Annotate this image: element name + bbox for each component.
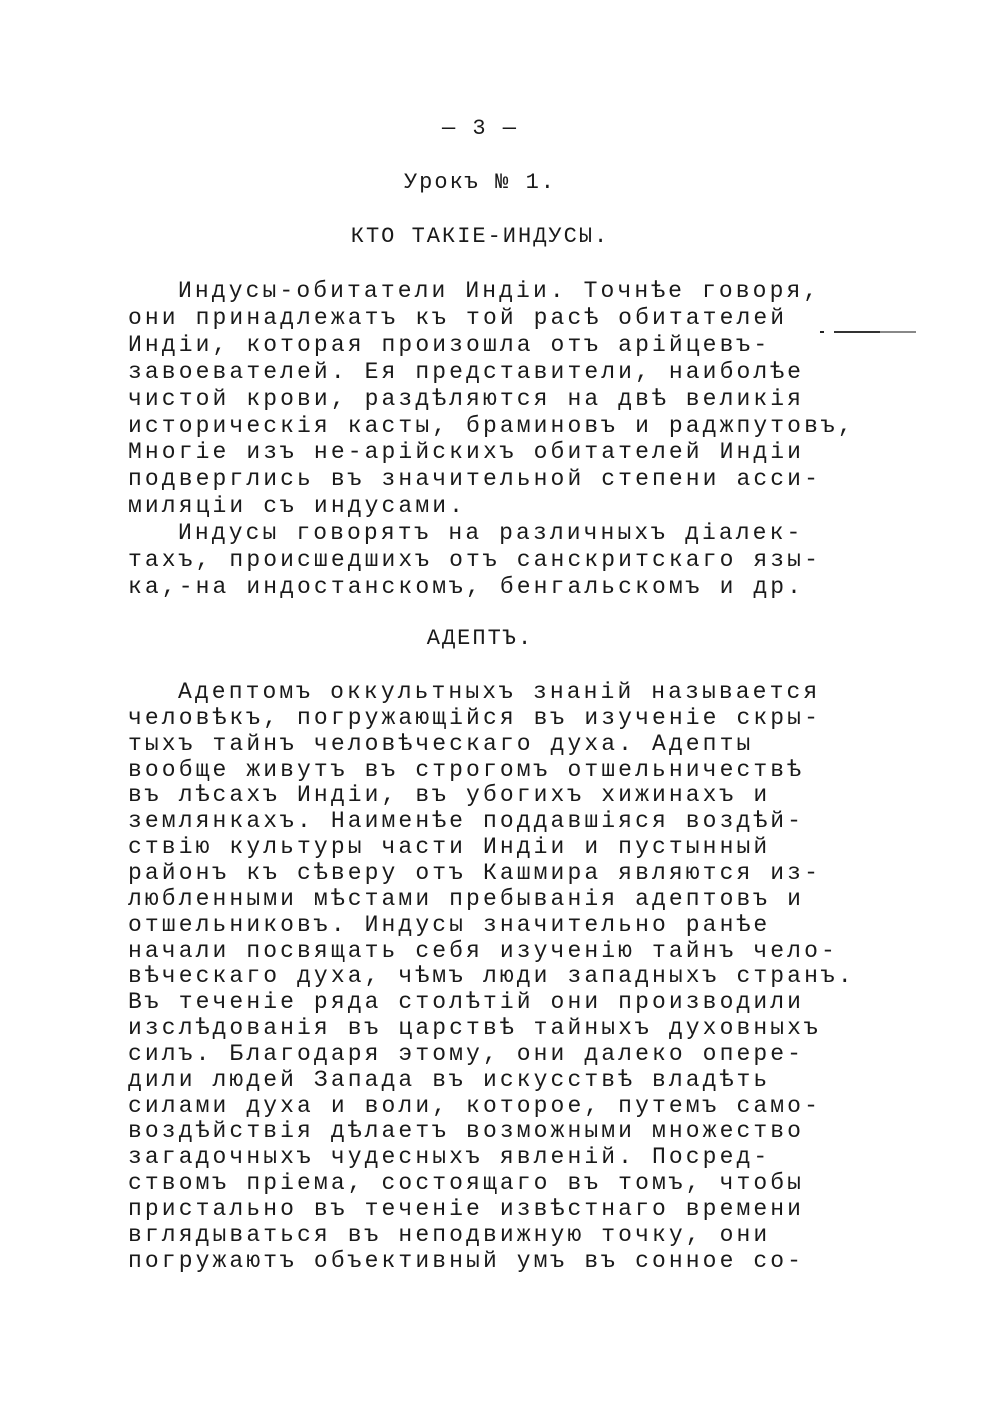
text-line: подверглись въ значительной степени асси- xyxy=(128,466,821,493)
text-line: отшельниковъ. Индусы значительно ранѣе xyxy=(128,911,771,938)
text-line: любленными мѣстами пребыванія адептовъ и xyxy=(128,885,805,912)
text-line: вглядываться въ неподвижную точку, они xyxy=(128,1221,771,1248)
text-line: силами духа и воли, которое, путемъ само- xyxy=(128,1092,821,1119)
text-line: ствію культуры части Индіи и пустынный xyxy=(128,834,771,861)
text-line: ка,-на индостанскомъ, бенгальскомъ и др. xyxy=(128,573,805,600)
text-line: Индусы-обитатели Индіи. Точнѣе говоря, xyxy=(178,278,821,304)
text-line: дили людей Запада въ искусствѣ владѣть xyxy=(128,1066,771,1093)
section-heading-hindus: КТО ТАКІЕ-ИНДУСЫ. xyxy=(350,224,610,249)
text-line: Индіи, которая произошла отъ арійцевъ- xyxy=(128,331,771,358)
lesson-title: Урокъ № 1. xyxy=(403,170,557,195)
text-line: завоевателей. Ея представители, наиболѣе xyxy=(128,358,805,385)
page-number: — 3 — xyxy=(441,116,518,141)
text-line: пристально въ теченіе извѣстнаго времени xyxy=(128,1196,805,1222)
text-line: загадочныхъ чудесныхъ явленій. Посред- xyxy=(128,1144,771,1171)
text-line: тахъ, происшедшихъ отъ санскритскаго язы- xyxy=(128,547,821,573)
text-line: человѣкъ, погружающійся въ изученіе скры- xyxy=(128,704,821,731)
text-line: вообще живутъ въ строгомъ отшельничествѣ xyxy=(128,756,805,783)
text-line: Многіе изъ не-арійскихъ обитателей Индіи xyxy=(128,439,805,466)
text-line: районъ къ сѣверу отъ Кашмира являются из- xyxy=(128,859,821,886)
text-line: тыхъ тайнъ человѣческаго духа. Адепты xyxy=(128,730,754,757)
text-line: изслѣдованія въ царствѣ тайныхъ духовныхъ xyxy=(128,1015,821,1042)
text-line: чистой крови, раздѣляются на двѣ великія xyxy=(128,385,805,412)
text-line: историческія касты, браминовъ и раджпутовъ, xyxy=(128,412,855,439)
text-line: воздѣйствія дѣлаетъ возможными множество xyxy=(128,1118,805,1145)
text-line: Индусы говорятъ на различныхъ діалек- xyxy=(178,520,804,547)
text-line: силъ. Благодаря этому, они далеко опере- xyxy=(128,1040,805,1067)
text-line: вѣческаго духа, чѣмъ люди западныхъ странъ. xyxy=(128,963,855,990)
stray-ink-mark xyxy=(820,331,916,333)
text-line: Адептомъ оккультныхъ знаній называется xyxy=(178,679,821,705)
text-line: ствомъ пріема, состоящаго въ томъ, чтобы xyxy=(128,1170,805,1197)
text-line: въ лѣсахъ Индіи, въ убогихъ хижинахъ и xyxy=(128,782,771,809)
section-heading-adept: АДЕПТЪ. xyxy=(426,626,534,651)
text-line: миляціи съ индусами. xyxy=(128,493,467,520)
text-line: они принадлежатъ къ той расѣ обитателей xyxy=(128,304,788,331)
text-line: Въ теченіе ряда столѣтій они производили xyxy=(128,989,805,1016)
text-line: начали посвящать себя изученію тайнъ чело- xyxy=(128,937,838,964)
text-line: погружаютъ объективный умъ въ сонное со- xyxy=(128,1247,805,1274)
text-line: землянкахъ. Наименѣе поддавшіяся воздѣй- xyxy=(128,808,805,835)
